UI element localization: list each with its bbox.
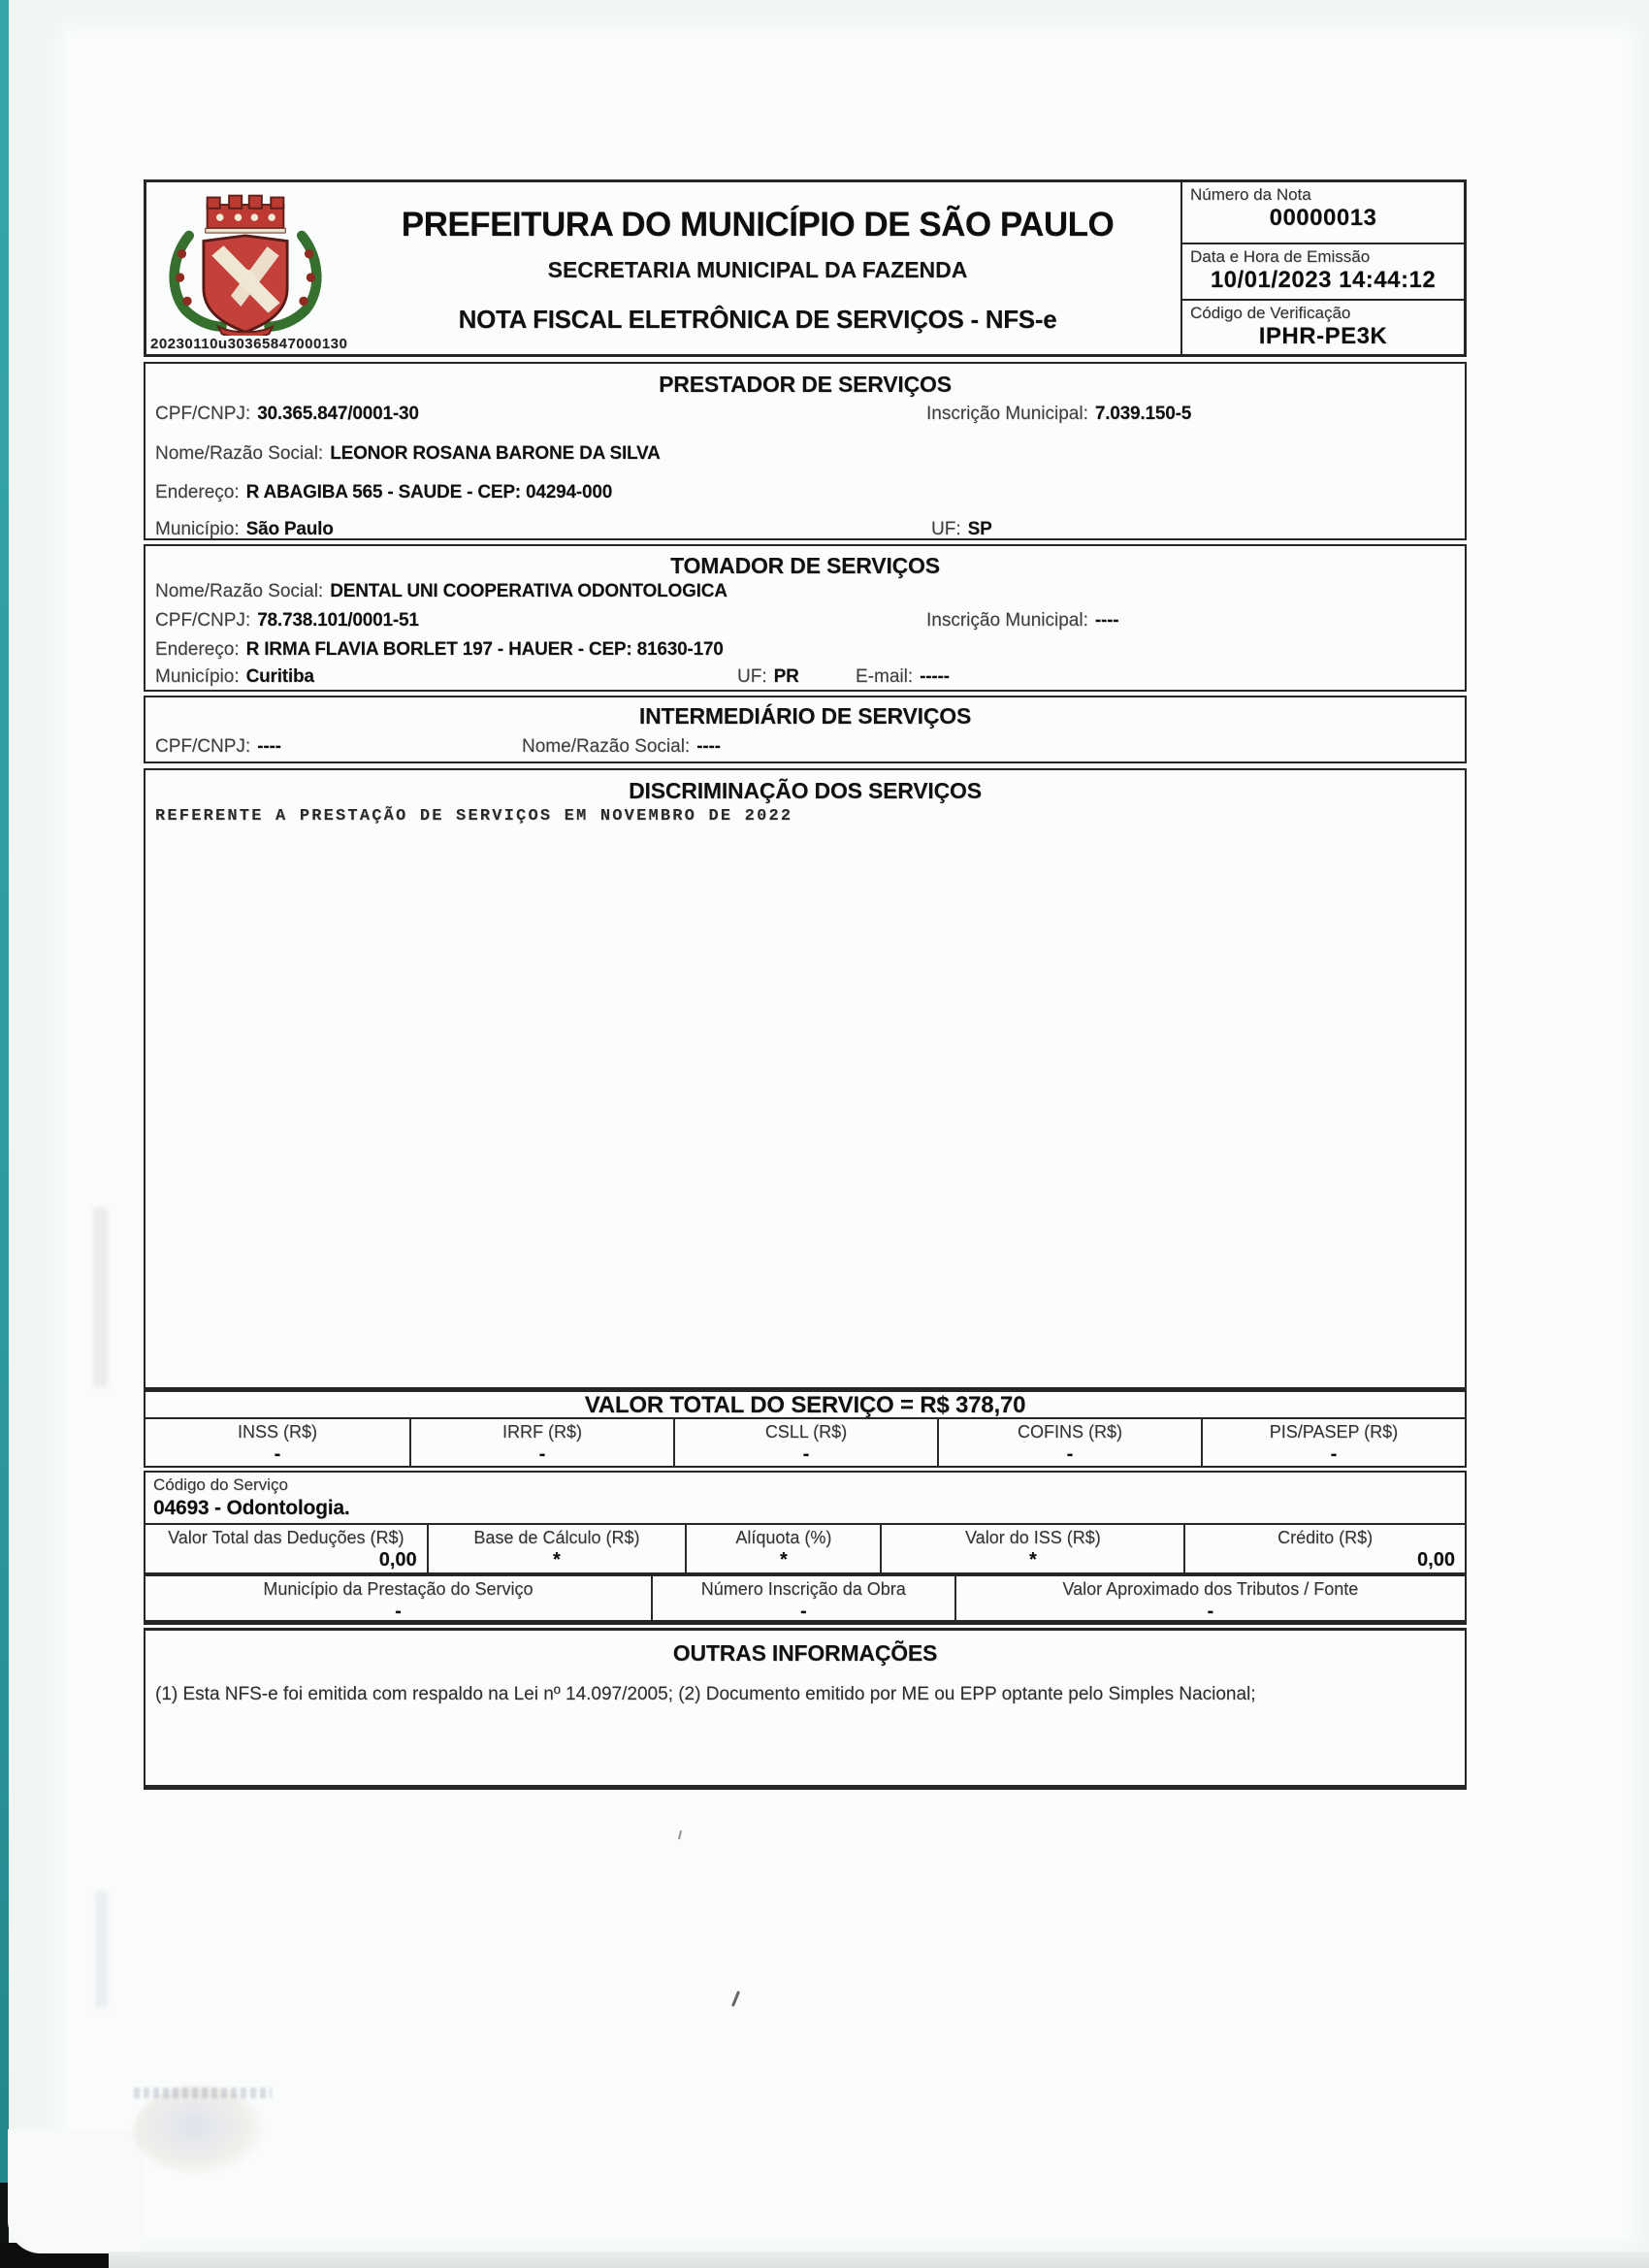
prestador-municipio-row: Município: São Paulo UF: SP <box>155 519 992 539</box>
tomador-endereco-row: Endereço: R IRMA FLAVIA BORLET 197 - HAUER - CEP: 81630-170 <box>155 639 724 660</box>
prestador-cpf-row <box>155 404 1457 427</box>
tomador-cpf-row: CPF/CNPJ: 78.738.101/0001-51 Inscrição Municipal: ---- <box>155 610 1119 631</box>
emission-datetime-cell <box>1182 243 1464 299</box>
header-subtitle: SECRETARIA MUNICIPAL DA FAZENDA <box>547 257 968 282</box>
tax-cell-pispasep: PIS/PASEP (R$) - <box>1201 1419 1465 1467</box>
tomador-inscricao-municipal: Inscrição Municipal: ---- <box>926 610 1119 631</box>
discriminacao-heading: DISCRIMINAÇÃO DOS SERVIÇOS <box>629 778 982 803</box>
tomador-section <box>144 544 1467 692</box>
page-title: PREFEITURA DO MUNICÍPIO DE SÃO PAULO <box>401 206 1115 243</box>
nota-number-cell <box>1182 182 1464 243</box>
outras-informacoes-heading: OUTRAS INFORMAÇÕES <box>672 1640 938 1666</box>
valor-total-heading: VALOR TOTAL DO SERVIÇO = R$ 378,70 <box>146 1392 1465 1419</box>
verification-code-label: Código de Verificação <box>1190 304 1351 322</box>
inscricao-municipal: Inscrição Municipal: 7.039.150-5 <box>926 404 1192 424</box>
sao-paulo-coat-of-arms-icon <box>152 190 339 336</box>
tomador-municipio-row: Município: Curitiba UF: PR E-mail: ----- <box>155 666 950 687</box>
aliquota-cell: Alíquota (%) * <box>685 1525 880 1572</box>
prestador-heading: PRESTADOR DE SERVIÇOS <box>659 372 952 397</box>
outras-informacoes-section <box>144 1628 1467 1790</box>
tomador-uf: UF: PR <box>737 666 799 687</box>
document-title: NOTA FISCAL ELETRÔNICA DE SERVIÇOS - NFS-e <box>458 305 1057 334</box>
tributos-fonte-cell: Valor Aproximado dos Tributos / Fonte - <box>954 1576 1465 1620</box>
municipio-prestacao-cell: Município da Prestação do Serviço - <box>263 1579 534 1622</box>
header-titles <box>337 182 1179 354</box>
deducoes-cell: Valor Total das Deduções (R$) 0,00 <box>168 1528 417 1571</box>
nfse-document <box>144 179 1467 1790</box>
base-calculo-cell: Base de Cálculo (R$) * <box>427 1525 686 1572</box>
codigo-servico-section <box>144 1471 1467 1523</box>
outras-informacoes-text: (1) Esta NFS-e foi emitida com respaldo na Lei nº 14.097/2005; (2) Documento emitido por ME ou EPP optante pelo Simples Nacional; <box>155 1684 1256 1704</box>
inscricao-obra-cell: Número Inscrição da Obra - <box>651 1576 954 1620</box>
municipio-prestacao-table <box>144 1574 1467 1625</box>
codigo-servico-value: 04693 - Odontologia. <box>153 1497 350 1519</box>
scanner-edge-strip <box>0 0 9 2187</box>
taxes-table <box>146 1419 1465 1467</box>
cpf-label: CPF/CNPJ: <box>155 404 251 424</box>
intermediario-row: CPF/CNPJ: ---- Nome/Razão Social: ---- <box>155 736 721 757</box>
discriminacao-text: REFERENTE A PRESTAÇÃO DE SERVIÇOS EM NOVEMBRO DE 2022 <box>155 807 793 826</box>
paper-rounded-corner <box>8 2129 144 2253</box>
tomador-nome-row: Nome/Razão Social: DENTAL UNI COOPERATIVA ODONTOLOGICA <box>155 581 728 601</box>
emission-datetime-label: Data e Hora de Emissão <box>1190 247 1371 266</box>
tax-cell-inss: INSS (R$) - <box>237 1422 317 1465</box>
header-section <box>144 179 1467 357</box>
deducoes-table <box>144 1523 1467 1574</box>
intermediario-nome: Nome/Razão Social: ---- <box>522 736 721 757</box>
nota-number-value: 00000013 <box>1269 205 1377 231</box>
valor-total-section <box>144 1389 1467 1468</box>
prestador-uf: UF: SP <box>931 519 992 539</box>
header-meta-box <box>1180 182 1464 354</box>
barcode-number: 20230110u30365847000130 <box>150 336 348 352</box>
verification-code-cell <box>1182 299 1464 352</box>
tomador-email: E-mail: ----- <box>856 666 950 687</box>
tax-cell-cofins: COFINS (R$) - <box>937 1419 1201 1467</box>
tax-cell-csll: CSLL (R$) - <box>673 1419 937 1467</box>
tax-cell-irrf: IRRF (R$) - <box>409 1419 673 1467</box>
discriminacao-section <box>144 768 1467 1389</box>
prestador-nome-row: Nome/Razão Social: LEONOR ROSANA BARONE DA SILVA <box>155 443 661 464</box>
nota-number-label: Número da Nota <box>1190 185 1311 204</box>
cpf-value: 30.365.847/0001-30 <box>257 404 419 424</box>
tomador-heading: TOMADOR DE SERVIÇOS <box>670 553 940 578</box>
prestador-section <box>144 362 1467 540</box>
emission-datetime-value: 10/01/2023 14:44:12 <box>1210 267 1437 293</box>
verification-code-value: IPHR-PE3K <box>1258 323 1388 349</box>
intermediario-heading: INTERMEDIÁRIO DE SERVIÇOS <box>638 703 972 729</box>
valor-iss-cell: Valor do ISS (R$) * <box>880 1525 1183 1572</box>
intermediario-section <box>144 696 1467 763</box>
prestador-endereco-row: Endereço: R ABAGIBA 565 - SAUDE - CEP: 04294-000 <box>155 482 613 502</box>
credito-cell: Crédito (R$) 0,00 <box>1183 1525 1465 1572</box>
codigo-servico-label: Código do Serviço <box>153 1475 288 1494</box>
scan-bottom-band <box>109 2252 1649 2268</box>
